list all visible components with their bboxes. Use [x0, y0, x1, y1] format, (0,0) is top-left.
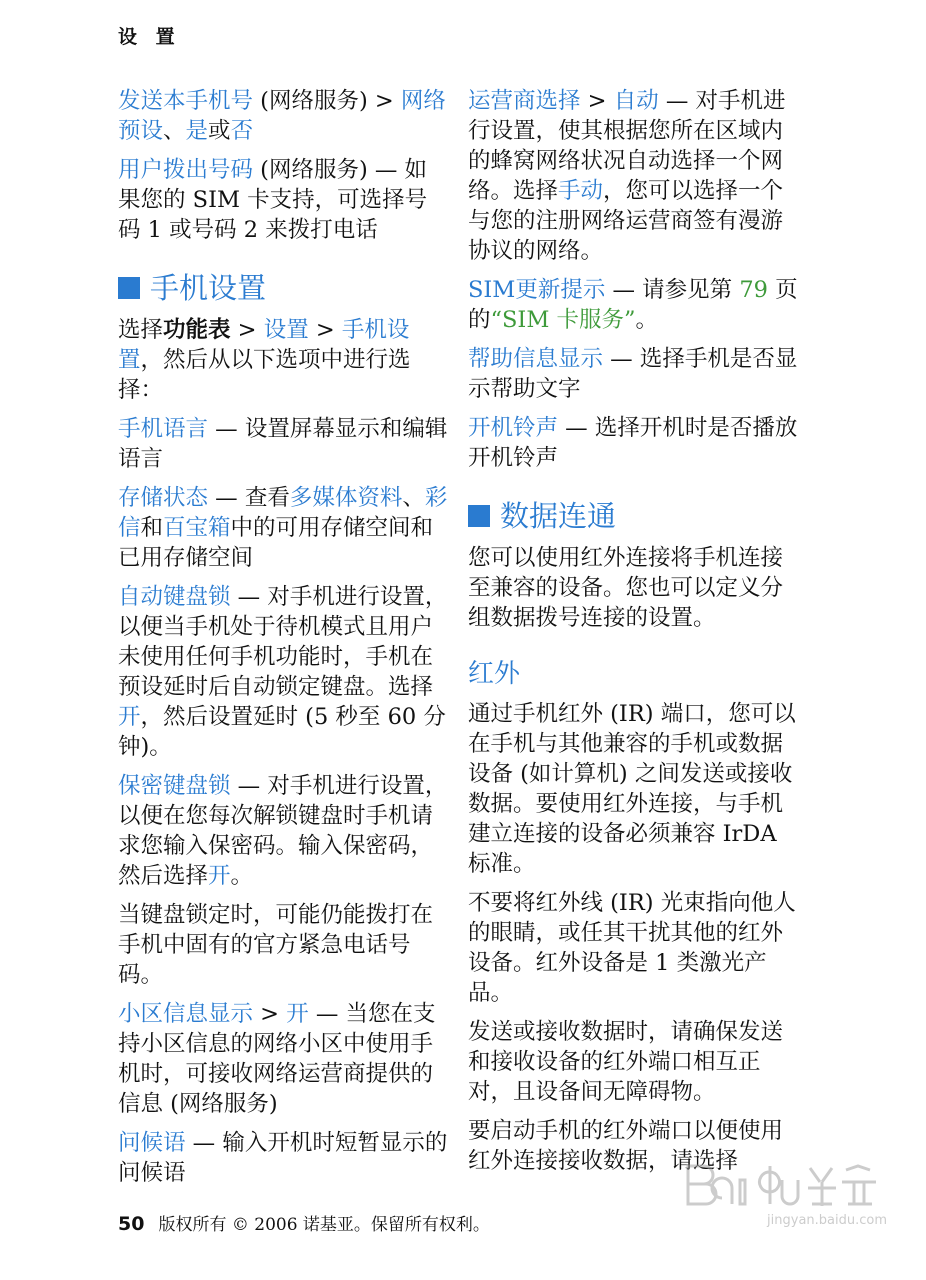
setting-help-text: 帮助信息显示 — 选择手机是否显示帮助文字 — [468, 346, 798, 402]
watermark-url: jingyan.baidu.com — [767, 1213, 887, 1228]
page-reference-link[interactable]: 79 — [739, 277, 768, 303]
page-footer — [118, 1210, 490, 1235]
infrared-safety-note: 不要将红外线 (IR) 光束指向他人的眼睛，或任其干扰其他的红外设备。红外设备是 1 类激光产品。 — [468, 890, 796, 1006]
section-heading-phone-settings: 手机设置 — [118, 269, 448, 307]
infrared-description: 通过手机红外 (IR) 端口，您可以在手机与其他兼容的手机或数据设备 (如计算机) 之间发送或接收数据。要使用红外连接，与手机建立连接的设备必须兼容 IrDA 标准。 — [468, 701, 796, 877]
connectivity-intro: 您可以使用红外连接将手机连接至兼容的设备。您也可以定义分组数据拨号连接的设置。 — [468, 545, 784, 631]
setting-send-own-number: 发送本手机号 (网络服务) > 网络预设、是或否 — [118, 88, 446, 144]
setting-phone-language: 手机语言 — 设置屏幕显示和编辑语言 — [118, 416, 448, 472]
setting-cell-info-display: 小区信息显示 > 开 — 当您在支持小区信息的网络小区中使用手机时，可接收网络运营商提供的信息 (网络服务) — [118, 1001, 436, 1117]
setting-security-keyguard: 保密键盘锁 — 对手机进行设置，以便在您每次解锁键盘时手机请求您输入保密码。输入保密码，然后选择开。 — [118, 773, 448, 889]
right-column — [468, 86, 804, 1185]
subheading-infrared: 红外 — [468, 659, 521, 689]
left-column — [118, 86, 448, 1197]
baidu-jingyan-logo-icon — [682, 1158, 892, 1230]
setting-dialing-line: 用户拨出号码 (网络服务) — 如果您的 SIM 卡支持，可选择号码 1 或号码 2 来拨打电话 — [118, 157, 428, 243]
page-number: 50 — [118, 1213, 145, 1235]
setting-sim-update-prompt: SIM更新提示 — 请参见第 79 页的“SIM 卡服务”。 — [468, 277, 798, 333]
setting-auto-keyguard: 自动键盘锁 — 对手机进行设置，以便当手机处于待机模式且用户未使用任何手机功能时，手机在预设延时后自动锁定键盘。选择开，然后设置延时 (5 秒至 60 分钟)。 — [118, 584, 448, 760]
section-square-icon — [118, 277, 140, 299]
phone-settings-intro: 选择功能表 > 设置 > 手机设置，然后从以下选项中进行选择： — [118, 317, 411, 403]
baidu-watermark — [682, 1158, 892, 1230]
emergency-call-note: 当键盘锁定时，可能仍能拨打在手机中固有的官方紧急电话号码。 — [118, 902, 434, 988]
setting-memory-status: 存储状态 — 查看多媒体资料、彩信和百宝箱中的可用存储空间和已用存储空间 — [118, 485, 448, 571]
section-square-icon — [468, 505, 490, 527]
infrared-activate-instructions: 要启动手机的红外端口以便使用红外连接接收数据，请选择 — [468, 1118, 784, 1174]
copyright-text: 版权所有 © 2006 诺基亚。保留所有权利。 — [158, 1215, 490, 1235]
page-header: 设 置 — [118, 26, 181, 48]
section-heading-connectivity: 数据连通 — [468, 497, 804, 535]
setting-welcome-note: 问候语 — 输入开机时短暂显示的问候语 — [118, 1130, 448, 1186]
infrared-alignment-note: 发送或接收数据时，请确保发送和接收设备的红外端口相互正对，且设备间无障碍物。 — [468, 1019, 784, 1105]
setting-operator-selection: 运营商选择 > 自动 — 对手机进行设置，使其根据您所在区域内的蜂窝网络状况自动选择一个网络。选择手动，您可以选择一个与您的注册网络运营商签有漫游协议的网络。 — [468, 88, 786, 264]
setting-startup-tone: 开机铃声 — 选择开机时是否播放开机铃声 — [468, 415, 798, 471]
section-reference-link[interactable]: “SIM 卡服务” — [490, 307, 636, 333]
